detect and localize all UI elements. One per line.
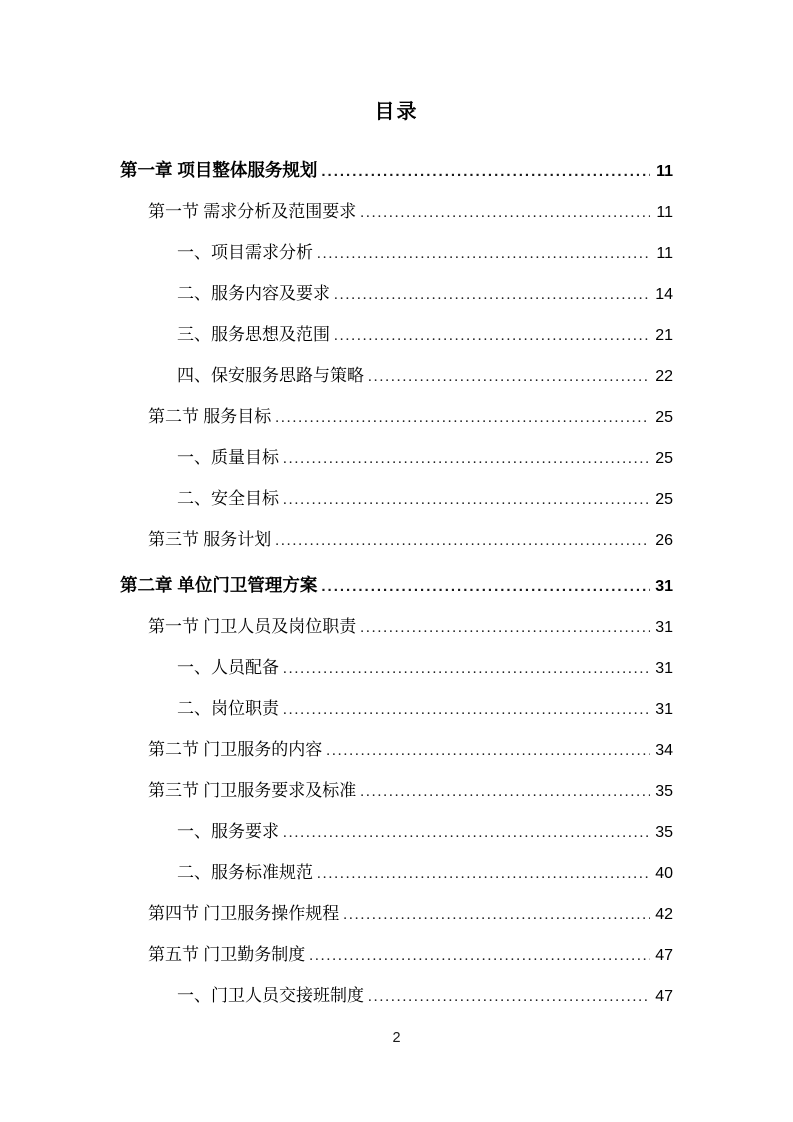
dot-leader — [360, 606, 650, 649]
dot-leader — [317, 232, 650, 275]
toc-entry-subsection[interactable] — [120, 355, 673, 396]
dot-leader — [334, 273, 650, 316]
toc-entry-label: 第二节 门卫服务的内容 — [148, 740, 323, 759]
toc-entry-section[interactable] — [120, 191, 673, 232]
toc-entry-label: 一、项目需求分析 — [177, 243, 313, 262]
dot-leader — [321, 565, 650, 607]
toc-entry-label: 二、岗位职责 — [177, 699, 279, 718]
toc-entry-subsection[interactable] — [120, 688, 673, 729]
toc-entry-label: 第二节 服务目标 — [148, 407, 272, 426]
dot-leader — [343, 893, 650, 936]
toc-entry-page: 31 — [655, 619, 673, 636]
dot-leader — [275, 519, 650, 562]
dot-leader — [360, 191, 650, 234]
page-title: 目录 — [374, 101, 419, 123]
toc-entry-label: 二、服务内容及要求 — [177, 284, 330, 303]
dot-leader — [309, 934, 650, 977]
toc-entry-page: 47 — [655, 947, 673, 964]
toc-entry-label: 一、质量目标 — [177, 448, 279, 467]
toc-entry-page: 14 — [655, 286, 673, 303]
toc-entry-page: 35 — [655, 783, 673, 800]
toc-entry-page: 11 — [656, 204, 673, 221]
dot-leader — [317, 852, 650, 895]
toc-content — [120, 100, 673, 1016]
toc-entry-page: 42 — [655, 906, 673, 923]
dot-leader — [275, 396, 650, 439]
toc-entry-label: 第一节 需求分析及范围要求 — [148, 202, 357, 221]
toc-entry-subsection[interactable] — [120, 314, 673, 355]
toc-entry-label: 三、服务思想及范围 — [177, 325, 330, 344]
dot-leader — [368, 975, 650, 1018]
toc-entry-subsection[interactable] — [120, 437, 673, 478]
toc-entry-chapter-2[interactable] — [120, 565, 673, 606]
toc-entry-page: 22 — [655, 368, 673, 385]
toc-entry-section[interactable] — [120, 893, 673, 934]
dot-leader — [283, 478, 650, 521]
dot-leader — [321, 150, 650, 192]
toc-entry-page: 40 — [655, 865, 673, 882]
toc-entry-page: 25 — [655, 409, 673, 426]
dot-leader — [326, 729, 650, 772]
toc-entry-page: 31 — [655, 660, 673, 677]
toc-entry-subsection[interactable] — [120, 478, 673, 519]
table-of-contents — [120, 150, 673, 1016]
toc-entry-label: 第四节 门卫服务操作规程 — [148, 904, 340, 923]
footer-page-number: 2 — [392, 1030, 401, 1046]
toc-entry-page: 11 — [656, 163, 673, 180]
toc-entry-label: 第三节 门卫服务要求及标准 — [148, 781, 357, 800]
toc-entry-subsection[interactable] — [120, 273, 673, 314]
toc-entry-label: 一、人员配备 — [177, 658, 279, 677]
toc-entry-label: 第一章 项目整体服务规划 — [120, 160, 318, 180]
toc-entry-subsection[interactable] — [120, 232, 673, 273]
toc-entry-page: 31 — [655, 578, 673, 595]
toc-entry-page: 11 — [656, 245, 673, 262]
dot-leader — [283, 811, 650, 854]
toc-entry-label: 第五节 门卫勤务制度 — [148, 945, 306, 964]
toc-entry-page: 47 — [655, 988, 673, 1005]
toc-entry-section[interactable] — [120, 934, 673, 975]
toc-entry-label: 四、保安服务思路与策略 — [177, 366, 364, 385]
toc-entry-section[interactable] — [120, 519, 673, 560]
dot-leader — [360, 770, 650, 813]
dot-leader — [283, 437, 650, 480]
toc-entry-section[interactable] — [120, 396, 673, 437]
toc-entry-page: 34 — [655, 742, 673, 759]
toc-entry-subsection[interactable] — [120, 811, 673, 852]
toc-entry-page: 35 — [655, 824, 673, 841]
toc-entry-section[interactable] — [120, 606, 673, 647]
dot-leader — [368, 355, 650, 398]
toc-entry-subsection[interactable] — [120, 647, 673, 688]
toc-entry-label: 第二章 单位门卫管理方案 — [120, 575, 318, 595]
toc-entry-label: 第一节 门卫人员及岗位职责 — [148, 617, 357, 636]
toc-entry-section[interactable] — [120, 770, 673, 811]
dot-leader — [334, 314, 650, 357]
toc-entry-label: 第三节 服务计划 — [148, 530, 272, 549]
toc-entry-label: 一、门卫人员交接班制度 — [177, 986, 364, 1005]
toc-entry-page: 26 — [655, 532, 673, 549]
dot-leader — [283, 647, 650, 690]
toc-entry-page: 25 — [655, 450, 673, 467]
toc-entry-page: 21 — [655, 327, 673, 344]
toc-entry-subsection[interactable] — [120, 852, 673, 893]
toc-entry-label: 一、服务要求 — [177, 822, 279, 841]
toc-entry-section[interactable] — [120, 729, 673, 770]
toc-entry-page: 31 — [655, 701, 673, 718]
toc-entry-page: 25 — [655, 491, 673, 508]
toc-entry-chapter-1[interactable] — [120, 150, 673, 191]
toc-entry-subsection[interactable] — [120, 975, 673, 1016]
toc-entry-label: 二、服务标准规范 — [177, 863, 313, 882]
toc-entry-label: 二、安全目标 — [177, 489, 279, 508]
dot-leader — [283, 688, 650, 731]
